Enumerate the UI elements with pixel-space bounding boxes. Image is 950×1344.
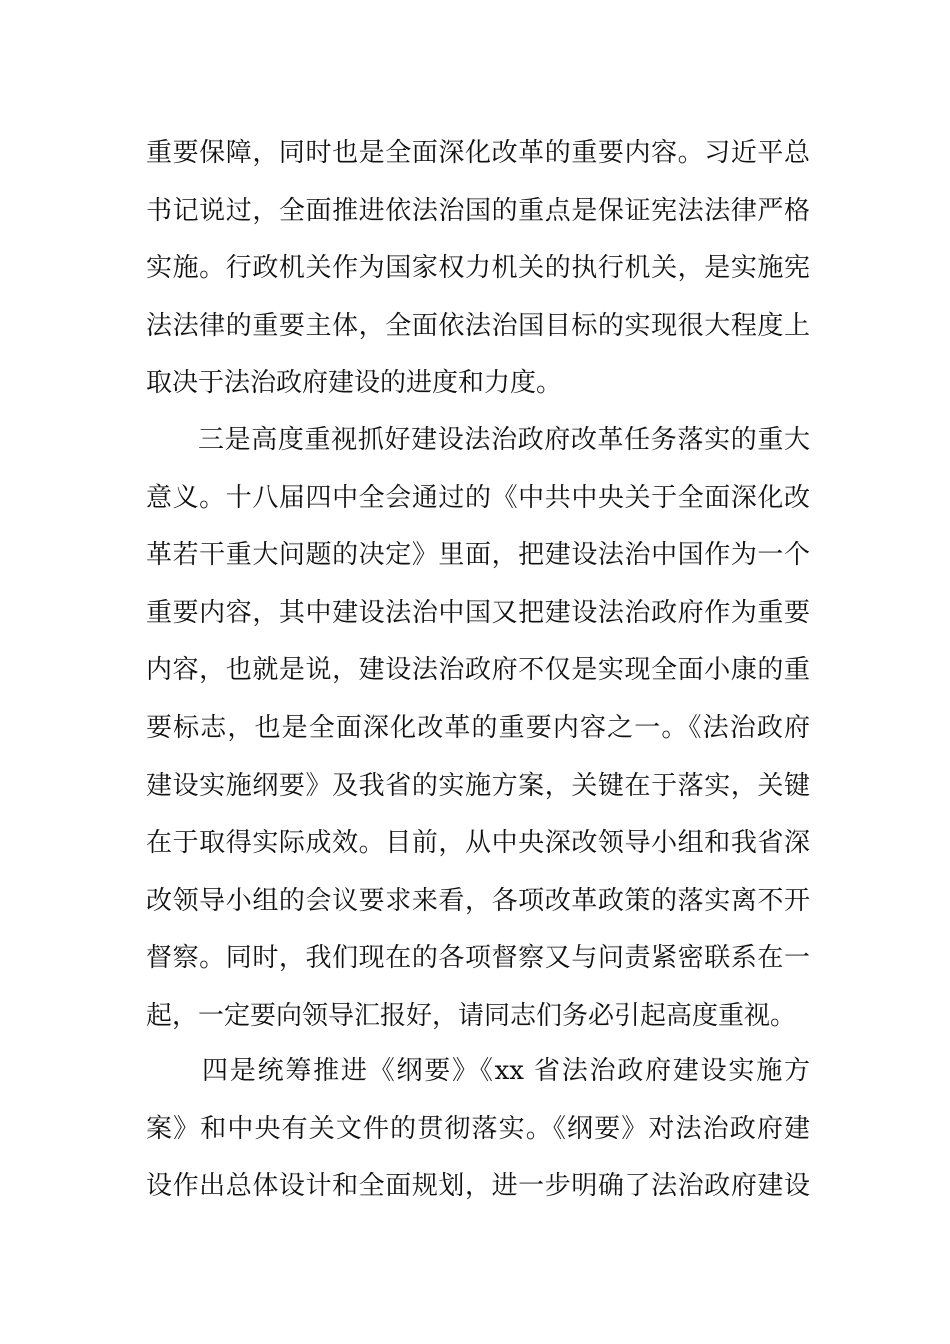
paragraph-1	[146, 125, 810, 413]
paragraph-line: 重要保障，同时也是全面深化改革的重要内容。习近平总	[146, 138, 810, 168]
paragraph-line: 案》和中央有关文件的贯彻落实。《纲要》对法治政府建	[146, 1113, 810, 1144]
paragraph-line: 书记说过，全面推进依法治国的重点是保证宪法法律严格	[146, 195, 810, 226]
paragraph-line: 重要内容，其中建设法治中国又把建设法治政府作为重要	[146, 597, 810, 628]
paragraph-line: 法法律的重要主体，全面依法治国目标的实现很大程度上	[146, 310, 810, 341]
paragraph-line: 意义。十八届四中全会通过的《中共中央关于全面深化改	[146, 482, 810, 513]
paragraph-line: 建设实施纲要》及我省的实施方案，关键在于落实，关键	[146, 770, 810, 801]
paragraph-line: 设作出总体设计和全面规划，进一步明确了法治政府建设	[146, 1171, 810, 1202]
paragraph-3	[146, 1043, 810, 1216]
paragraph-line: 三是高度重视抓好建设法治政府改革任务落实的重大	[198, 425, 810, 455]
paragraph-line: 四是统筹推进《纲要》《xx 省法治政府建设实施方	[202, 1056, 810, 1086]
paragraph-line: 内容，也就是说，建设法治政府不仅是实现全面小康的重	[146, 655, 810, 686]
paragraph-2	[146, 412, 810, 1046]
paragraph-line: 在于取得实际成效。目前，从中央深改领导小组和我省深	[146, 828, 810, 859]
paragraph-line: 革若干重大问题的决定》里面，把建设法治中国作为一个	[146, 540, 810, 571]
paragraph-line: 取决于法治政府建设的进度和力度。	[146, 368, 563, 399]
paragraph-line: 要标志，也是全面深化改革的重要内容之一。《法治政府	[146, 712, 810, 743]
paragraph-line: 督察。同时，我们现在的各项督察又与问责紧密联系在一	[146, 943, 810, 974]
paragraph-line: 实施。行政机关作为国家权力机关的执行机关，是实施宪	[146, 253, 810, 284]
paragraph-line: 改领导小组的会议要求来看，各项改革政策的落实离不开	[146, 885, 810, 916]
paragraph-line: 起，一定要向领导汇报好，请同志们务必引起高度重视。	[146, 1000, 797, 1031]
